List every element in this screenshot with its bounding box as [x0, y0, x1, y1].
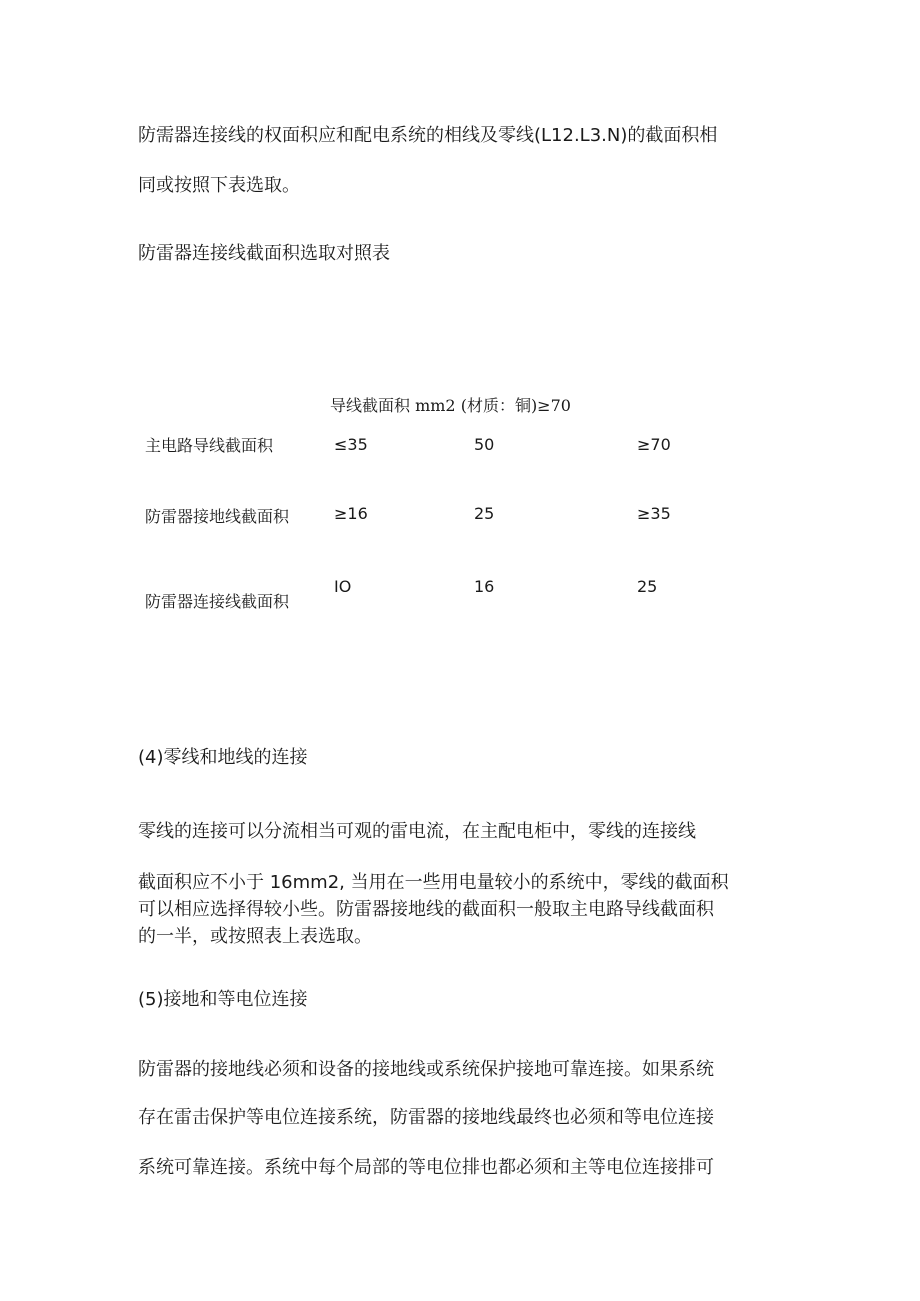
section-4-paragraph-2-line-1: 截面积应不小于 16mm2, 当用在一些用电量较小的系统中，零线的截面积 [138, 872, 729, 893]
table-cell: 25 [474, 504, 495, 523]
section-5-line-1: 防雷器的接地线必须和设备的接地线或系统保护接地可靠连接。如果系统 [138, 1059, 714, 1080]
table-cell: ≥35 [637, 504, 671, 523]
table-cell: 50 [474, 435, 495, 454]
table-title: 防雷器连接线截面积选取对照表 [138, 243, 390, 264]
table-cell: IO [334, 577, 352, 596]
section-5-line-3: 系统可靠连接。系统中每个局部的等电位排也都必须和主等电位连接排可 [138, 1157, 714, 1178]
table-cell: 25 [637, 577, 658, 596]
row-label: 防雷器连接线截面积 [145, 592, 290, 611]
row-label: 防雷器接地线截面积 [145, 507, 290, 526]
table-cell: ≥16 [334, 504, 368, 523]
section-4-paragraph-2-line-3: 的一半，或按照表上表选取。 [138, 926, 372, 947]
section-4-paragraph-2-line-2: 可以相应选择得较小些。防雷器接地线的截面积一般取主电路导线截面积 [138, 899, 714, 920]
section-4-heading: (4)零线和地线的连接 [138, 747, 308, 768]
section-4-paragraph-1: 零线的连接可以分流相当可观的雷电流，在主配电柜中，零线的连接线 [138, 821, 696, 842]
intro-line-2: 同或按照下表选取。 [138, 175, 300, 196]
table-cell: ≤35 [334, 435, 368, 454]
table-header: 导线截面积 mm2 (材质：铜)≥70 [330, 396, 571, 415]
section-5-line-2: 存在雷击保护等电位连接系统，防雷器的接地线最终也必须和等电位连接 [138, 1107, 714, 1128]
table-cell: ≥70 [637, 435, 671, 454]
intro-line-1: 防需器连接线的权面积应和配电系统的相线及零线(L12.L3.N)的截面积相 [138, 125, 718, 146]
section-5-heading: (5)接地和等电位连接 [138, 989, 308, 1010]
table-cell: 16 [474, 577, 495, 596]
row-label: 主电路导线截面积 [145, 436, 274, 455]
